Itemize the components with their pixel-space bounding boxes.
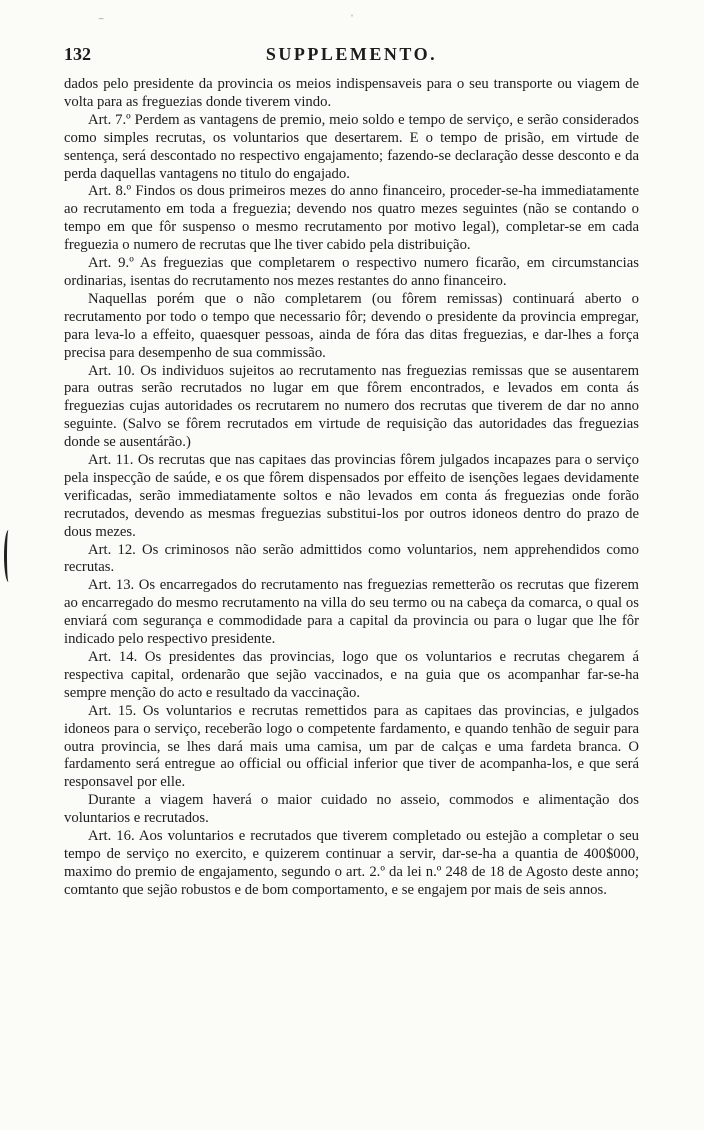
- paragraph: Art. 12. Os criminosos não serão admittidos como voluntarios, nem apprehendidos como recrutas.: [64, 541, 639, 576]
- stray-mark-icon: ˈ: [350, 12, 354, 26]
- paragraph: Art. 8.º Findos os dous primeiros mezes do anno financeiro, proceder-se-ha immediatamente ao recrutamento em toda a freguezia; devendo nos quatro mezes seguintes (não se contando o tempo em que fôr suspenso o mesmo recrutamento por motivo legal), completar-se em cada freguezia o numero de recrutas que lhe tiver cabido pela distribuição.: [64, 183, 639, 254]
- body-text: [64, 76, 639, 900]
- paragraph: Durante a viagem haverá o maior cuidado no asseio, commodos e alimentação dos voluntarios e recrutados.: [64, 792, 639, 827]
- running-title: SUPPLEMENTO.: [265, 44, 438, 64]
- paragraph: dados pelo presidente da provincia os meios indispensaveis para o seu transporte ou viagem de volta para as freguezias donde tiverem vindo.: [64, 76, 639, 110]
- page-header: [64, 44, 639, 68]
- paragraph: Art. 14. Os presidentes das provincias, logo que os voluntarios e recrutas chegarem á respectiva capital, ordenarão que sejão vaccinados, e na guia que os acompanhar far-se-ha sempre menção do acto e resultado da vaccinação.: [64, 649, 639, 701]
- paragraph: Art. 10. Os individuos sujeitos ao recrutamento nas freguezias remissas que se ausentarem para outras serão recrutados no lugar em que fôrem encontrados, e levados em conta ás freguezias cujas autoridades os recrutarem no numero dos recrutas que tiverem de dar no anno seguinte. (Salvo se fôrem recrutados em virtude de requisição das autoridades das freguezias donde se ausentárão.): [64, 362, 639, 451]
- paragraph: Art. 7.º Perdem as vantagens de premio, meio soldo e tempo de serviço, e serão considerados como simples recrutas, os voluntarios que desertarem. E o tempo de prisão, em virtude de sentença, será descontado no respectivo engajamento; fazendo-se declaração desse desconto e da perda daquellas vantagens no titulo do engajado.: [64, 111, 639, 182]
- paragraph: Art. 13. Os encarregados do recrutamento nas freguezias remetterão os recrutas que fizerem ao encarregado do mesmo recrutamento na villa do seu termo ou na cabeça da comarca, o qual os enviará com segurança e commodidade para a capital da provincia ou para o lugar que lhe fôr indicado pelo respectivo presidente.: [64, 577, 639, 648]
- paragraph: Art. 11. Os recrutas que nas capitaes das provincias fôrem julgados incapazes para o serviço pela inspecção de saúde, e os que fôrem dispensados por effeito de isenções legaes devidamente verificadas, serão immediatamente soltos e não levados em conta ás freguezias onde forão recrutados, devendo as mesmas freguezias substitui-los por outros idoneos dentro do prazo de dous mezes.: [64, 452, 639, 540]
- page-number: 132: [64, 44, 91, 64]
- paragraph: Art. 15. Os voluntarios e recrutas remettidos para as capitaes das provincias, e julgados idoneos para o serviço, receberão logo o competente fardamento, e quando tenhão de seguir para outra provincia, se lhes dará mais uma camisa, um par de calças e uma fardeta branca. O fardamento será entregue ao official ou official inferior que tiver de acompanha-los, e que será responsavel por elle.: [64, 702, 639, 791]
- margin-bracket-icon: [4, 530, 13, 582]
- stray-mark-icon: ⁻: [98, 14, 105, 28]
- paragraph: Naquellas porém que o não completarem (ou fôrem remissas) continuará aberto o recrutamento por todo o tempo que necessario fôr; devendo o presidente da provincia empregar, para leva-lo a effeito, quaesquer pessoas, ainda de fóra das ditas freguezias, e dar-lhes a força precisa para desempenho de sua commissão.: [64, 290, 639, 361]
- paragraph: Art. 9.º As freguezias que completarem o respectivo numero ficarão, em circumstancias ordinarias, isentas do recrutamento nos mezes restantes do anno financeiro.: [64, 255, 639, 289]
- paragraph: Art. 16. Aos voluntarios e recrutados que tiverem completado ou estejão a completar o seu tempo de serviço no exercito, e quizerem continuar a servir, dar-se-ha a quantia de 400$000, maximo do premio de engajamento, segundo o art. 2.º da lei n.º 248 de 18 de Agosto deste anno; comtanto que sejão robustos e de bom comportamento, e se engajem por mais de seis annos.: [64, 828, 639, 898]
